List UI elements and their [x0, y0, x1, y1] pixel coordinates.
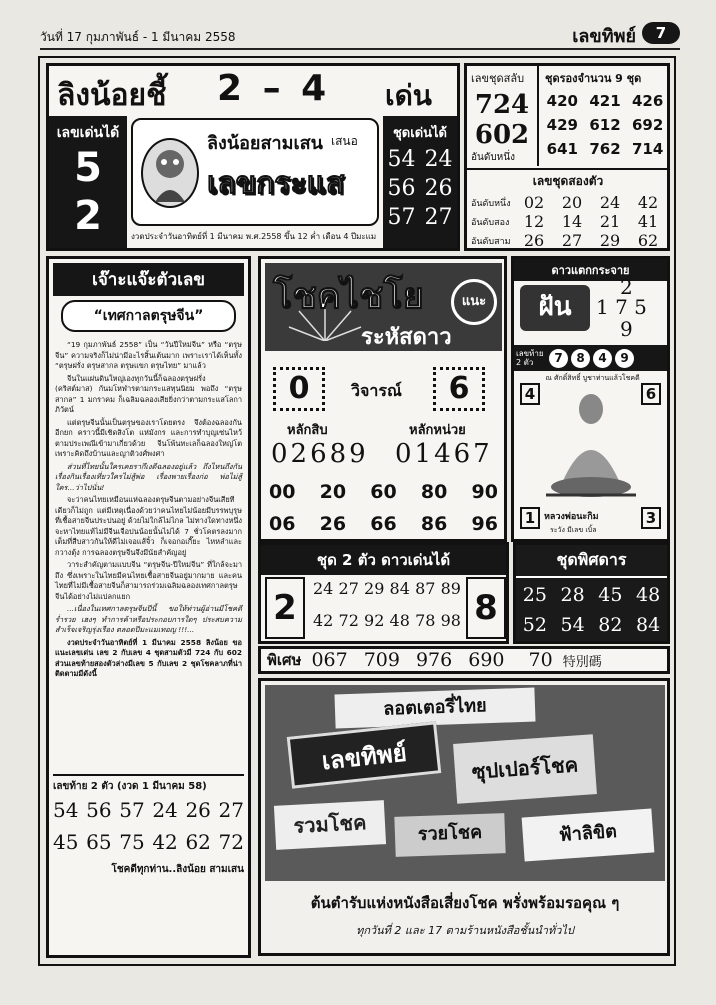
backup-number: 429 — [546, 116, 578, 134]
set-box — [383, 116, 457, 248]
shrine-caption: ณ ศักดิ์สิทธิ์ บูชาท่านแล้วโชคดี — [545, 374, 640, 382]
tail-pill: 7 — [549, 349, 568, 368]
units-digits: 01467 — [395, 439, 493, 469]
set-number: 24 — [424, 147, 453, 172]
paper-cover: รวยโชค — [394, 813, 505, 857]
tail-pill-label: เลขท้าย 2 ตัว — [516, 349, 544, 367]
pair-number: 87 — [415, 579, 436, 598]
banner-subtitle: ระหัสดาว — [361, 325, 452, 350]
rank-number: 26 — [523, 231, 545, 250]
deity-caption: หลวงพ่อนะกิม — [544, 512, 599, 522]
rank-row — [467, 193, 669, 212]
tail-number: 27 — [218, 798, 244, 822]
set-number: 26 — [424, 176, 453, 201]
special-line-number: 067 — [311, 649, 348, 671]
combo-row — [269, 481, 498, 503]
pair-title: ชุด 2 ตัว ดาวเด่นได้ — [261, 545, 506, 575]
set-number: 56 — [387, 176, 416, 201]
paper-cover: เลขทิพย์ — [287, 721, 442, 788]
special-number: 52 — [522, 614, 547, 636]
pair-panel — [258, 542, 509, 644]
special-line-number: 690 — [468, 649, 505, 671]
pair-number: 42 — [313, 611, 334, 630]
draw-caption: งวดประจำวันอาทิตย์ที่ 1 มีนาคม พ.ศ.2558 ขึ้น 12 ค่ำ เดือน 4 ปีมะแม — [131, 232, 377, 241]
rank-number: 21 — [599, 212, 621, 231]
rank-label: อันดับสาม — [471, 236, 511, 247]
advert — [258, 678, 670, 956]
title-number: 2 – 4 — [217, 68, 331, 109]
article-paragraph: วาระสำคัญตามแบบจีน “ตรุษจีน-ปีใหม่จีน” ที่ใกล้จะมาถึง ซึ่งเพราะในไทยมีคนไทยเชื้อสายจีนอยู่มากมาย และคนไทยที่ไม่มีเชื้อสายจีนก็สามารถร่วมเฉลิมฉลองเทศกาลตรุษจีนได้อย่างไม่แปลกแยก — [55, 560, 242, 601]
pair-number: 48 — [389, 611, 410, 630]
article-paragraph: ...เนื่องในเทศกาลตรุษจีนปีนี้ ขอให้ท่านผู้อ่านมีโชคดีร่ำรวย เฮงๆ ทำการค้าหรือประกอบการใดๆ ประสบความสำเร็จเจริญรุ่งเรือง ตลอดปีมะแมเทอญ !!!... — [55, 604, 242, 634]
chokchaiyo-panel — [258, 256, 507, 542]
article-paragraph: จะว่าคนไทยเหมือนแห่ฉลองตรุษจีนตามอย่างจีนเสียทีเดียวก็ไม่ถูก แต่มีเหตุเนื่องด้วยว่าคนไทยไม่น้อยมีบรรพบุรุษที่เชื้อสายจีนประปนอยู่ ด้วยไม่ใกล้ไม่ไกล ไม่ทางใดทางหนึ่ง จะหาไทยแท้ไม่มีจีนเจือปนน้อยนั้นไม่ได้ 7 ชั่วโคตรลงมากเต็มที่สืบสาวกันให้ดีไม่เจอแส้จิ้ว ก็เจอกอเกี๊ยะ ไหหลำและ กวางตุ้ง การฉลองตรุษจีนจึงมีนัยสำคัญอยู่ — [55, 495, 242, 557]
pair-number: 84 — [389, 579, 410, 598]
lead-digits-box — [49, 116, 127, 248]
switch-sub: อันดับหนึ่ง — [471, 152, 515, 163]
special-line — [258, 646, 670, 674]
special-line-suffix: 特別碼 — [562, 654, 602, 670]
tail-number: 75 — [119, 830, 145, 854]
pair-right-digit: 8 — [466, 577, 506, 639]
page-header — [40, 18, 680, 50]
rank-number: 20 — [561, 193, 583, 212]
tail-number: 65 — [86, 830, 112, 854]
article-column — [46, 256, 251, 958]
corner-digit: 6 — [641, 383, 661, 405]
special-line-number: 976 — [415, 649, 453, 671]
special-number: 48 — [636, 584, 661, 606]
tail-numbers — [53, 774, 244, 877]
issue-date: วันที่ 17 กุมภาพันธ์ - 1 มีนาคม 2558 — [40, 30, 236, 44]
logo-title: ลิงน้อยสามเสน — [207, 133, 323, 154]
set-number: 57 — [387, 205, 416, 230]
banner — [265, 263, 502, 351]
special-line-label: พิเศษ — [267, 651, 302, 669]
pair-number: 29 — [364, 579, 385, 598]
tail-number: 72 — [218, 830, 244, 854]
paper-cover: ลอตเตอรี่ไทย — [334, 688, 535, 729]
switch-label: เลขชุดสลับ — [471, 72, 525, 85]
number-sets-block — [464, 63, 670, 251]
tail-number: 26 — [185, 798, 211, 822]
star-panel — [511, 256, 670, 542]
star-digit: 2 — [620, 275, 633, 299]
article-summary: งวดประจำวันอาทิตย์ที่ 1 มีนาคม 2558 ลิงน้อย ขอแนะเลขเด่น เลข 2 กับเลข 4 ชุดสามตัวมี 724 กับ 602 ส่วนเลขท้ายสองตัวล่างมีเลข 5 กับเลข 2 ชุดโชคลาภที่น่าติดตามมีดังนี้ — [55, 637, 242, 678]
corner-digit: 1 — [520, 507, 540, 529]
rank-number: 41 — [637, 212, 659, 231]
special-row — [516, 614, 667, 636]
combo-number: 60 — [370, 481, 397, 503]
pair-number: 89 — [440, 579, 461, 598]
pair-row — [313, 611, 461, 630]
set-number: 27 — [424, 205, 453, 230]
special-panel — [513, 542, 670, 644]
article-body — [49, 336, 248, 774]
combo-number: 80 — [420, 481, 448, 503]
tail-pill: 9 — [615, 349, 634, 368]
banner-title: โชคไชโย — [273, 276, 424, 317]
combo-number: 86 — [420, 513, 448, 535]
combo-number: 96 — [471, 513, 498, 535]
combo-number: 00 — [269, 481, 296, 503]
tail-number: 45 — [53, 830, 79, 854]
banner-stamp: แนะ — [451, 279, 497, 325]
star-digit: 9 — [620, 317, 633, 341]
backup-number: 714 — [631, 140, 664, 158]
tail-number: 56 — [86, 798, 112, 822]
logo-big-text: เลขกระแส — [207, 166, 345, 201]
title-bar — [49, 66, 457, 116]
corner-digit: 3 — [641, 507, 661, 529]
star-title: ดาวแตกกระจาย — [514, 259, 667, 281]
special-number: 54 — [560, 614, 585, 636]
article-paragraph: “19 กุมภาพันธ์ 2558” เป็น “วันปีใหม่จีน” หรือ “ตรุษจีน” ความจริงก็ไม่น่ามีอะไรสิ้นเต้นมาก เพราะเราได้เห็นทั้ง “ตรุษฝรั่ง ตรุษสากล ตรุษแขก ตรุษไทย” มาแล้ว — [55, 340, 242, 370]
tail-number: 24 — [152, 798, 178, 822]
rank-number: 62 — [637, 231, 659, 250]
units-label: หลักหน่วย — [409, 423, 466, 438]
corner-digit: 4 — [520, 383, 540, 405]
tail-pill: 4 — [593, 349, 612, 368]
rank-number: 12 — [523, 212, 545, 231]
page-number: 7 — [642, 22, 680, 44]
backup-label: ชุดรองจำนวน 9 ชุด — [545, 72, 642, 85]
logo-suffix: เสนอ — [331, 134, 358, 148]
set-label: ชุดเด่นได้ — [392, 126, 448, 141]
backup-number: 641 — [546, 140, 578, 158]
set-number: 54 — [387, 147, 416, 172]
rank-label: อันดับหนึ่ง — [471, 198, 511, 209]
pair-number: 27 — [338, 579, 359, 598]
brand-name: เลขทิพย์ — [572, 26, 636, 47]
combo-row — [269, 513, 498, 535]
combo-number: 20 — [319, 481, 347, 503]
paper-cover: ฟ้าลิขิต — [522, 809, 655, 862]
paper-cover: ซุปเปอร์โชค — [453, 734, 597, 804]
special-number: 25 — [522, 584, 547, 606]
pair-number: 78 — [415, 611, 436, 630]
switch-number: 724 — [474, 90, 530, 120]
lead-digit: 5 — [74, 145, 102, 191]
signoff: โชคดีทุกท่าน..ลิงน้อย สามเสน — [111, 864, 244, 875]
pair-number: 98 — [440, 611, 461, 630]
pair-number: 92 — [364, 611, 385, 630]
special-row — [516, 584, 667, 606]
two-digit-label: เลขชุดสองตัว — [532, 174, 604, 188]
rank-number: 27 — [561, 231, 583, 250]
article-heading: เจ๊าะแจ๊ะตัวเลข — [53, 263, 244, 296]
special-number: 82 — [598, 614, 623, 636]
backup-number: 426 — [631, 92, 664, 110]
backup-number: 762 — [589, 140, 621, 158]
pair-number: 24 — [313, 579, 334, 598]
special-number: 84 — [636, 614, 661, 636]
combo-number: 06 — [269, 513, 296, 535]
backup-number: 421 — [589, 92, 621, 110]
special-line-number: 70 — [528, 649, 553, 671]
paper-cover: รวมโชค — [274, 800, 386, 850]
tail-pills — [514, 345, 667, 371]
tail-pill: 8 — [571, 349, 590, 368]
title-suffix: เด่น — [385, 79, 432, 112]
deity-sub: ระวัง มีเลข เบิ้ล — [550, 526, 597, 534]
rank-number: 24 — [599, 193, 621, 212]
block-title: ลิงน้อยชี้ — [57, 78, 167, 113]
lead-digit: 2 — [74, 193, 102, 239]
article-paragraph: แต่ตรุษจีนนั้นเป็นตรุษของเราโดยตรง จึงต้องฉลองกันอีกยก คราวนี้มีเชิดสิงโต แห่มังกร และการทำบุญเซ่นไหว้ตามประเพณีเข้ามาเกี่ยวด้วย จีนโพ้นทะเลก็ฉลองใหญ่โตเพราะคิดถึงบ้านและญาติวงศ์พงศา — [55, 417, 242, 458]
special-number: 28 — [560, 584, 585, 606]
prediction-block — [46, 63, 460, 251]
tens-digits: 02689 — [271, 439, 369, 469]
tail-number: 54 — [53, 798, 79, 822]
combo-number: 26 — [319, 513, 347, 535]
special-title: ชุดพิศดาร — [516, 545, 667, 578]
advert-headline: ต้นตำรับแห่งหนังสือเสี่ยงโชค พรั่งพร้อมรอคุณ ๆ — [310, 894, 620, 912]
article-subheading: “เทศกาลตรุษจีน” — [61, 300, 236, 332]
analysis-left-digit: 0 — [273, 367, 325, 411]
pair-left-digit: 2 — [265, 577, 305, 639]
switch-sets — [467, 66, 539, 166]
star-digit: 1 7 5 — [596, 295, 647, 319]
rank-row — [467, 231, 669, 250]
rank-number: 14 — [561, 212, 583, 231]
rank-label: อันดับสอง — [471, 217, 510, 228]
logo-box — [131, 118, 379, 226]
analysis-right-digit: 6 — [433, 367, 485, 411]
tail-number: 57 — [119, 798, 145, 822]
special-line-number: 709 — [363, 649, 400, 671]
article-paragraph: จีนในแผ่นดินใหญ่เองทุกวันนี้ก็ฉลองตรุษฝรั่ง (คริสต์มาส) กันมโหฬารตามกระแสทุนนิยม พอถึง “ตรุษสากล” 1 มกราคม ก็เฉลิมฉลองเสียยิ่งกว่าตามกระแสโลกาภิวัตน์ — [55, 373, 242, 414]
combo-number: 90 — [471, 481, 498, 503]
backup-number: 612 — [589, 116, 621, 134]
rank-number: 29 — [599, 231, 621, 250]
special-number: 45 — [598, 584, 623, 606]
tail-label: เลขท้าย 2 ตัว (งวด 1 มีนาคม 58) — [53, 781, 207, 792]
lead-label: เลขเด่นได้ — [56, 125, 120, 141]
combo-number: 66 — [370, 513, 397, 535]
two-digit-sets — [467, 168, 669, 248]
article-paragraph: ส่วนที่ไทยนั้นใครเคยรากึเงดีฉลองอยู่แล้ว ถึงไหนถึงกัน เรื่องกินเรื่องเที่ยวใครไม่สู้พ่อ เรื่องพายเรื่องก่อ พ่อไม่สู้ใคร...ว่าไปนั่น! — [55, 461, 242, 492]
backup-number: 420 — [546, 92, 578, 110]
monkey-icon — [141, 138, 199, 208]
rank-number: 02 — [523, 193, 545, 212]
rank-row — [467, 212, 669, 231]
rank-number: 42 — [637, 193, 659, 212]
advert-subline: ทุกวันที่ 2 และ 17 ตามร้านหนังสือชั้นนำทั่วไป — [356, 924, 574, 937]
backup-sets — [541, 66, 669, 166]
backup-number: 692 — [631, 116, 664, 134]
dream-logo: ฝัน — [520, 285, 590, 331]
analysis-label: วิจารณ์ — [351, 381, 402, 400]
tail-number: 62 — [185, 830, 211, 854]
tail-number: 42 — [152, 830, 178, 854]
pair-number: 72 — [338, 611, 359, 630]
switch-number: 602 — [474, 120, 530, 150]
tens-label: หลักสิบ — [287, 423, 328, 438]
advert-photo — [265, 685, 665, 881]
pair-row — [313, 579, 461, 598]
monk-statue-icon — [542, 387, 640, 501]
